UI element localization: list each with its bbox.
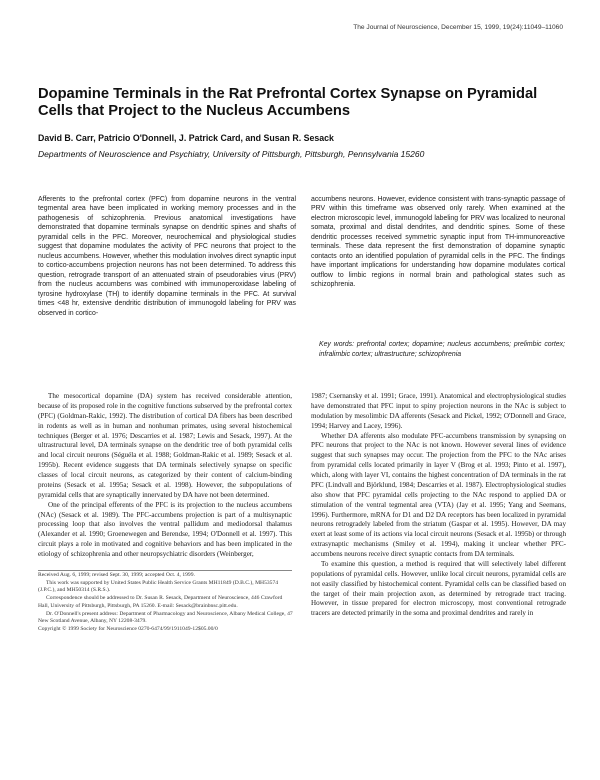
author-list: David B. Carr, Patricio O'Donnell, J. Patrick Card, and Susan R. Sesack [38, 133, 334, 143]
footnote-correspondence: Correspondence should be addressed to Dr. Susan R. Sesack, Department of Neuroscience, 446 Crawford Hall, University of Pittsburgh, Pittsburgh, PA 15260. E-mail: Sesack@brainbnsc.pitt.edu. [38, 595, 283, 609]
body-left-column [38, 392, 292, 560]
body-paragraph: Whether DA afferents also modulate PFC-accumbens transmission by synapsing on PFC neurons that project to the NAc is not known. However several lines of evidence suggest that such synapses may occur. The projection from the PFC to the NAc arises from pyramidal cells located primarily in layer V (Brog et al. 1993; Pinto et al. 1997), which, along with layer VI, contains the highest concentration of DA terminals in the rat PFC (Lindvall and Björklund, 1984; Descarries et al. 1987). Electrophysiological studies also show that PFC pyramidal cells projecting to the NAc respond to applied DA or stimulation of the ventral tegmental area (VTA) (Jay et al. 1995; Yang and Seemans, 1996). Furthermore, mRNA for D1 and D2 DA receptors has been localized in pyramidal neurons retrogradely labeled from the striatum (Gaspar et al. 1995). However, DA may exert at least some of its actions via local circuit neurons (Sesack et al. 1995b) or through extrasynaptic mechanisms (Smiley et al. 1994), making it unclear whether PFC-accumbens neurons receive direct synaptic contacts from DA terminals. [311, 431, 566, 558]
body-paragraph: To examine this question, a method is required that will selectively label different populations of pyramidal cells. However, unlike local circuit neurons, pyramidal cells are not easily classified by histochemical content. Pyramidal cells can be classified based on the target of their main projection axon, as determined by retrograde tract tracing. However, in tissue prepared for electron microscopy, most conventional retrograde tracers are detected primarily in the soma and proximal dendrites and rarely in [311, 559, 566, 618]
footnotes [38, 572, 294, 634]
body-paragraph: One of the principal efferents of the PFC is its projection to the nucleus accumbens (NAc) (Sesack et al. 1989). The PFC-accumbens projection is part of a multisynaptic processing loop that also involves the ventral pallidum and mediodorsal thalamus (Alexander et al. 1990; Groenewegen and Berendse, 1994; O'Donnell et al. 1997). This circuit plays a role in motivated and cognitive behaviors and has been implicated in the etiology of schizophrenia and other neuropsychiatric disorders (Weinberger, [38, 500, 292, 558]
article-title: Dopamine Terminals in the Rat Prefrontal Cortex Synapse on Pyramidal Cells that Project to the Nucleus Accumbens [38, 86, 538, 119]
abstract-right-column: accumbens neurons. However, evidence consistent with trans-synaptic passage of PRV within this timeframe was observed only rarely. When examined at the electron microscopic level, immunogold labeling for PRV was localized to neuronal somata, proximal and distal dendrites, and dendritic spines. Some of these dendritic processes received symmetric synaptic input from TH-immunoreactive terminals. These data represent the first demonstration of dopamine synaptic contacts onto an identified population of pyramidal cells in the PFC. The findings have important implications for understanding how dopamine modulates cortical outflow to limbic regions in normal brain and pathological states such as schizophrenia. [311, 196, 565, 289]
footnote-divider [38, 570, 292, 571]
abstract-left-column: Afferents to the prefrontal cortex (PFC) from dopamine neurons in the ventral tegmental area have been implicated in working memory processes and in the pathogenesis of schizophrenia. Previous anatomical investigations have demonstrated that dopamine terminals synapse on dendritic spines and shafts of pyramidal cells in the PFC. Moreover, neurochemical and physiological studies suggest that dopamine modulates the activity of PFC neurons that project to the nucleus accumbens. However, whether this modulation involves direct synaptic input to cortico-accumbens projection neurons has not been determined. To address this question, retrograde transport of an attenuated strain of pseudorabies virus (PRV) from the nucleus accumbens was combined with immunoperoxidase labeling of tyrosine hydroxylase (TH) to identify dopamine terminals in the PFC. At survival times <48 hr, extensive dendritic distribution of immunogold labeling for PRV was observed in cortico- [38, 196, 296, 317]
footnote-present-address: Dr. O'Donnell's present address: Department of Pharmacology and Neuroscience, Albany Medical College, 47 New Scotland Avenue, Albany, NY 12208-3479. [38, 610, 293, 625]
footnote-support: This work was supported by United States Public Health Service Grants MH11849 (D.B.C.), MH53574 (J.P.C.), and MH50314 (S.R.S.). [38, 579, 279, 594]
keywords: Key words: prefrontal cortex; dopamine; nucleus accumbens; prelimbic cortex; infralimbic cortex; ultrastructure; schizophrenia [319, 341, 565, 358]
footnote-copyright: Copyright © 1999 Society for Neuroscience 0270-6474/99/1911049-12$05.00/0 [38, 625, 218, 632]
body-paragraph: The mesocortical dopamine (DA) system has received considerable attention, because of its proposed role in the cognitive functions subserved by the prefrontal cortex (PFC) (Goldman-Rakic, 1992). The distribution of cortical DA fibers has been described in rodents as well as in human and nonhuman primates, using several histochemical techniques (Berger et al. 1976; Descarries et al. 1987; Lewis and Sesack, 1997). At the ultrastructural level, DA terminals synapse on the dendritic tree of both pyramidal cells and local circuit neurons (Séguéla et al. 1988; Goldman-Rakic et al. 1989; Sesack et al. 1995b). Recent evidence suggests that DA terminals selectively synapse on specific classes of local circuit neurons, as categorized by their content of calcium-binding proteins (Sesack et al. 1995a; Sesack et al. 1998). However, the subpopulations of pyramidal cells that are synaptically innervated by DA have not been determined. [38, 392, 292, 499]
body-paragraph: 1987; Csernansky et al. 1991; Grace, 1991). Anatomical and electrophysiological studies have demonstrated that PFC input to spiny projection neurons in the NAc is subject to modulation by mesolimbic DA afferents (Sesack and Pickel, 1992; O'Donnell and Grace, 1994; Harvey and Lacey, 1996). [311, 392, 566, 430]
affiliation: Departments of Neuroscience and Psychiatry, University of Pittsburgh, Pittsburgh, Pennsylvania 15260 [38, 149, 425, 159]
body-right-column [311, 392, 566, 619]
running-head: The Journal of Neuroscience, December 15, 1999, 19(24):11049–11060 [353, 24, 563, 31]
footnote-received: Received Aug. 6, 1999; revised Sept. 30, 1999; accepted Oct. 4, 1999. [38, 572, 195, 578]
